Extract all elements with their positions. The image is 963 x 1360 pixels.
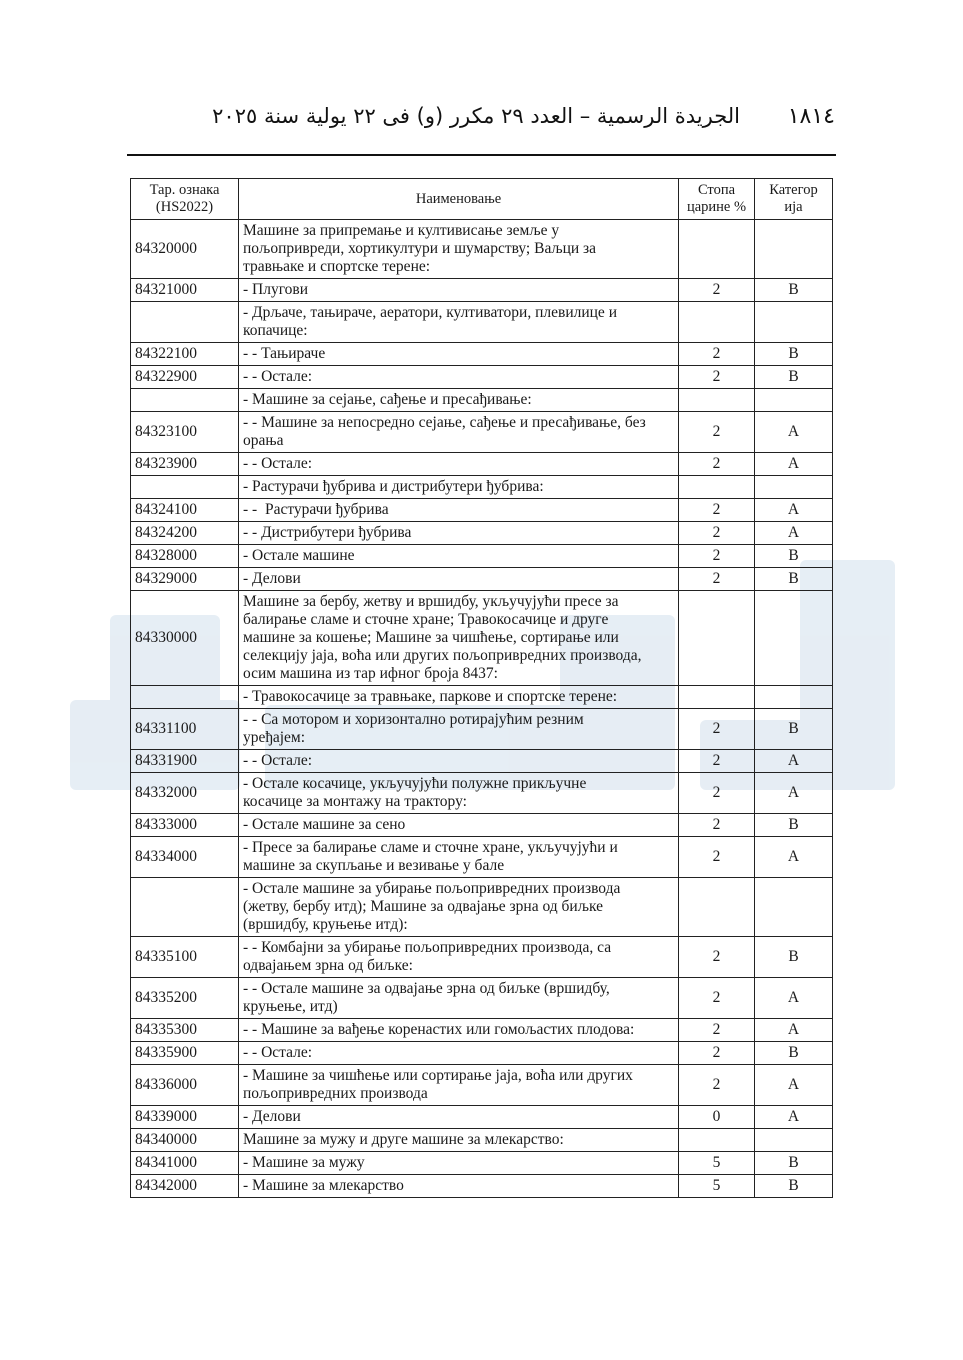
description-cell: - Дрљаче, тањираче, аератори, култиватори, плевилице и копачице: <box>239 302 679 343</box>
tariff-code-cell: 84336000 <box>131 1065 239 1106</box>
description-cell: - Пресе за балирање сламе и сточне хране, укључујући и машине за скупљање и везивање у бале <box>239 837 679 878</box>
tariff-code-cell: 84335900 <box>131 1042 239 1065</box>
duty-rate-cell <box>679 591 755 686</box>
duty-rate-cell: 2 <box>679 1065 755 1106</box>
category-cell: A <box>755 1019 833 1042</box>
table-row <box>131 978 833 1019</box>
tariff-code-cell: 84341000 <box>131 1152 239 1175</box>
category-cell: A <box>755 453 833 476</box>
category-cell: A <box>755 1065 833 1106</box>
category-cell: B <box>755 709 833 750</box>
description-cell: - - Остале машине за одвајање зрна од биљке (вршидбу, круњење, итд) <box>239 978 679 1019</box>
table-row <box>131 1106 833 1129</box>
category-cell: A <box>755 412 833 453</box>
tariff-code-cell: 84324200 <box>131 522 239 545</box>
duty-rate-cell <box>679 686 755 709</box>
table-row <box>131 773 833 814</box>
description-cell: - - Машине за вађење коренастих или гомољастих плодова: <box>239 1019 679 1042</box>
table-row <box>131 1152 833 1175</box>
table-row <box>131 545 833 568</box>
category-cell: A <box>755 1106 833 1129</box>
table-row <box>131 522 833 545</box>
column-header-name: Наименовање <box>239 179 679 220</box>
category-cell: B <box>755 545 833 568</box>
column-header-rate: Стопа царине % <box>679 179 755 220</box>
description-cell: - Машине за сејање, сађење и пресађивање: <box>239 389 679 412</box>
description-cell: Машине за припремање и култивисање земље у пољопривреди, хортикултури и шумарству; Ваљци за травњаке и спортске терене: <box>239 220 679 279</box>
table-row <box>131 1042 833 1065</box>
duty-rate-cell: 2 <box>679 343 755 366</box>
column-header-code: Тар. ознака (HS2022) <box>131 179 239 220</box>
table-row <box>131 1129 833 1152</box>
table-row <box>131 279 833 302</box>
duty-rate-cell <box>679 878 755 937</box>
category-cell: B <box>755 1042 833 1065</box>
table-row <box>131 591 833 686</box>
tariff-code-cell: 84340000 <box>131 1129 239 1152</box>
category-cell: A <box>755 773 833 814</box>
header-row <box>131 179 833 220</box>
duty-rate-cell <box>679 302 755 343</box>
description-cell: - Травокосачице за травњаке, паркове и спортске терене: <box>239 686 679 709</box>
table-row <box>131 389 833 412</box>
description-cell: - Делови <box>239 568 679 591</box>
duty-rate-cell: 2 <box>679 499 755 522</box>
description-cell: Машине за мужу и друге машине за млекарство: <box>239 1129 679 1152</box>
description-cell: - Остале машине <box>239 545 679 568</box>
header-divider <box>127 154 836 156</box>
table-row <box>131 453 833 476</box>
tariff-code-cell: 84335200 <box>131 978 239 1019</box>
description-cell: - - Остале: <box>239 453 679 476</box>
description-cell: - - Комбајни за убирање пољопривредних производа, са одвајањем зрна од биљке: <box>239 937 679 978</box>
category-cell: B <box>755 814 833 837</box>
tariff-table <box>130 178 833 1198</box>
table-row <box>131 1065 833 1106</box>
tariff-code-cell: 84342000 <box>131 1175 239 1198</box>
category-cell: A <box>755 522 833 545</box>
tariff-table-head <box>131 179 833 220</box>
table-row <box>131 750 833 773</box>
duty-rate-cell: 2 <box>679 709 755 750</box>
tariff-code-cell: 84320000 <box>131 220 239 279</box>
table-row <box>131 476 833 499</box>
table-row <box>131 412 833 453</box>
table-row <box>131 499 833 522</box>
duty-rate-cell: 2 <box>679 412 755 453</box>
category-cell: A <box>755 978 833 1019</box>
table-row <box>131 366 833 389</box>
description-cell: - Остале косачице, укључујући полужне прикључне косачице за монтажу на трактору: <box>239 773 679 814</box>
category-cell <box>755 476 833 499</box>
tariff-code-cell: 84322100 <box>131 343 239 366</box>
category-cell <box>755 220 833 279</box>
duty-rate-cell: 5 <box>679 1152 755 1175</box>
category-cell <box>755 302 833 343</box>
table-row <box>131 709 833 750</box>
duty-rate-cell: 2 <box>679 750 755 773</box>
tariff-code-cell: 84331900 <box>131 750 239 773</box>
table-row <box>131 937 833 978</box>
description-cell: - - Растурачи ђубрива <box>239 499 679 522</box>
table-row <box>131 568 833 591</box>
duty-rate-cell: 2 <box>679 773 755 814</box>
category-cell <box>755 878 833 937</box>
tariff-code-cell <box>131 389 239 412</box>
description-cell: - - Са мотором и хоризонтално ротирајућим резним уређајем: <box>239 709 679 750</box>
tariff-code-cell: 84324100 <box>131 499 239 522</box>
duty-rate-cell: 2 <box>679 814 755 837</box>
tariff-code-cell: 84322900 <box>131 366 239 389</box>
duty-rate-cell: 0 <box>679 1106 755 1129</box>
description-cell: - - Остале: <box>239 750 679 773</box>
category-cell: A <box>755 499 833 522</box>
category-cell: B <box>755 937 833 978</box>
description-cell: - Делови <box>239 1106 679 1129</box>
description-cell: - - Остале: <box>239 366 679 389</box>
table-row <box>131 878 833 937</box>
tariff-code-cell: 84328000 <box>131 545 239 568</box>
tariff-code-cell <box>131 878 239 937</box>
description-cell: - Остале машине за убирање пољопривредних производа (жетву, бербу итд); Машине за одвајање зрна од биљке (вршидбу, круњење итд): <box>239 878 679 937</box>
tariff-code-cell: 84329000 <box>131 568 239 591</box>
description-cell: - Растурачи ђубрива и дистрибутери ђубрива: <box>239 476 679 499</box>
table-row <box>131 343 833 366</box>
duty-rate-cell: 2 <box>679 837 755 878</box>
duty-rate-cell: 2 <box>679 1042 755 1065</box>
table-row <box>131 302 833 343</box>
duty-rate-cell: 5 <box>679 1175 755 1198</box>
tariff-code-cell: 84323100 <box>131 412 239 453</box>
category-cell <box>755 389 833 412</box>
duty-rate-cell <box>679 476 755 499</box>
tariff-code-cell: 84323900 <box>131 453 239 476</box>
table-row <box>131 220 833 279</box>
duty-rate-cell: 2 <box>679 937 755 978</box>
duty-rate-cell: 2 <box>679 279 755 302</box>
table-row <box>131 814 833 837</box>
tariff-code-cell: 84332000 <box>131 773 239 814</box>
category-cell: A <box>755 837 833 878</box>
duty-rate-cell: 2 <box>679 522 755 545</box>
description-cell: - - Тањираче <box>239 343 679 366</box>
page-number: ١٨١٤ <box>787 104 835 129</box>
description-cell: Машине за бербу, жетву и вршидбу, укључујући пресе за балирање сламе и сточне хране; Травокосачице и друге машине за кошење; Машине за чишћење, сортирање или селекцију јаја, воћа или других пољопривредних производа, осим машина из тар ифног броја 8437: <box>239 591 679 686</box>
category-cell: B <box>755 279 833 302</box>
description-cell: - Плугови <box>239 279 679 302</box>
category-cell: A <box>755 750 833 773</box>
tariff-code-cell <box>131 476 239 499</box>
tariff-code-cell: 84330000 <box>131 591 239 686</box>
duty-rate-cell <box>679 389 755 412</box>
tariff-code-cell <box>131 302 239 343</box>
duty-rate-cell: 2 <box>679 453 755 476</box>
gazette-title: الجريدة الرسمية – العدد ٢٩ مكرر (و) فى ٢٢ يولية سنة ٢٠٢٥ <box>212 104 740 128</box>
duty-rate-cell: 2 <box>679 1019 755 1042</box>
table-row <box>131 1019 833 1042</box>
duty-rate-cell: 2 <box>679 366 755 389</box>
column-header-category: Категор ија <box>755 179 833 220</box>
category-cell: B <box>755 343 833 366</box>
table-row <box>131 837 833 878</box>
tariff-code-cell: 84334000 <box>131 837 239 878</box>
tariff-code-cell: 84333000 <box>131 814 239 837</box>
category-cell: B <box>755 1175 833 1198</box>
category-cell: B <box>755 366 833 389</box>
duty-rate-cell <box>679 1129 755 1152</box>
description-cell: - - Остале: <box>239 1042 679 1065</box>
duty-rate-cell <box>679 220 755 279</box>
duty-rate-cell: 2 <box>679 545 755 568</box>
category-cell <box>755 591 833 686</box>
duty-rate-cell: 2 <box>679 568 755 591</box>
tariff-code-cell: 84335300 <box>131 1019 239 1042</box>
description-cell: - - Дистрибутери ђубрива <box>239 522 679 545</box>
table-row <box>131 686 833 709</box>
category-cell <box>755 686 833 709</box>
table-row <box>131 1175 833 1198</box>
description-cell: - Машине за чишћење или сортирање јаја, воћа или других пољопривредних производа <box>239 1065 679 1106</box>
description-cell: - Машине за млекарство <box>239 1175 679 1198</box>
tariff-code-cell <box>131 686 239 709</box>
category-cell: B <box>755 1152 833 1175</box>
tariff-table-body <box>131 220 833 1198</box>
tariff-code-cell: 84321000 <box>131 279 239 302</box>
description-cell: - Остале машине за сено <box>239 814 679 837</box>
category-cell <box>755 1129 833 1152</box>
tariff-code-cell: 84339000 <box>131 1106 239 1129</box>
tariff-code-cell: 84335100 <box>131 937 239 978</box>
duty-rate-cell: 2 <box>679 978 755 1019</box>
description-cell: - Машине за мужу <box>239 1152 679 1175</box>
category-cell: B <box>755 568 833 591</box>
tariff-code-cell: 84331100 <box>131 709 239 750</box>
description-cell: - - Машине за непосредно сејање, сађење и пресађивање, без орања <box>239 412 679 453</box>
